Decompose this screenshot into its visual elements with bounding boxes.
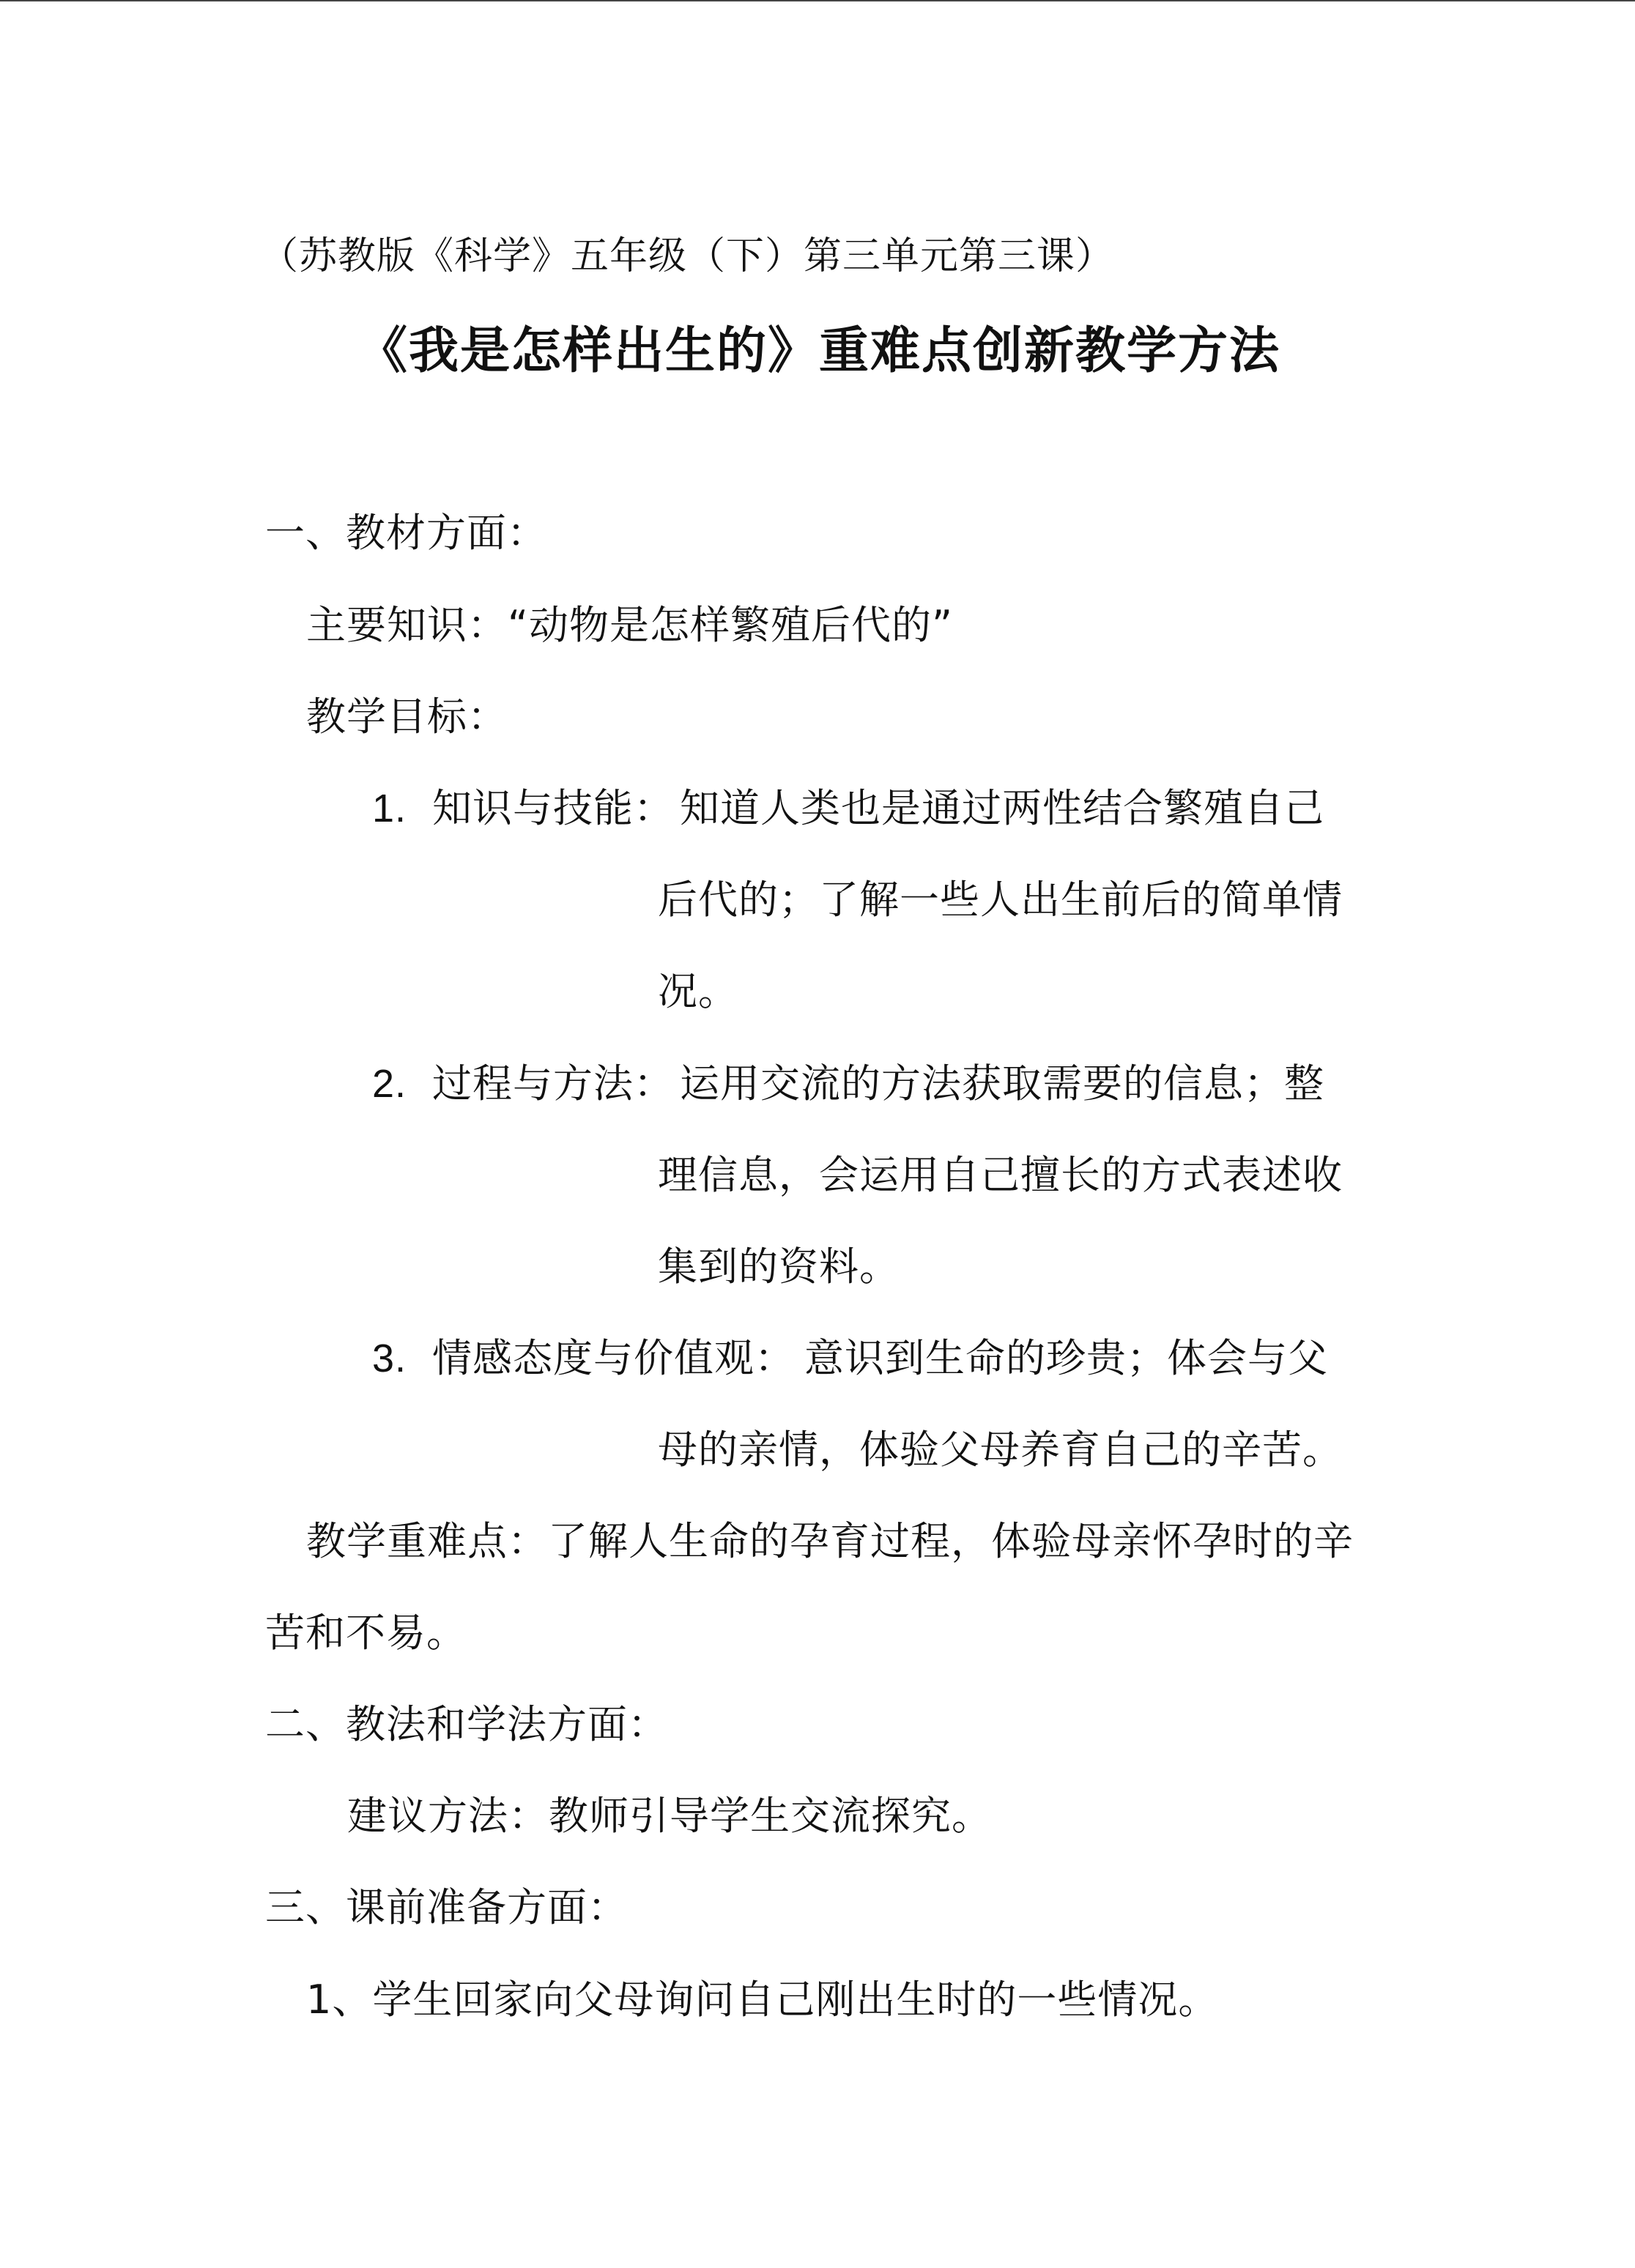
goal-2-line-2: 理信息，会运用自己擅长的方式表述收 [658, 1152, 1343, 1198]
goal-1-line-3: 况。 [658, 968, 738, 1014]
goal-3-line-1: 意识到生命的珍贵；体会与父 [804, 1335, 1328, 1381]
goal-2-line-3: 集到的资料。 [658, 1243, 900, 1290]
section-heading-preparation: 三、课前准备方面： [265, 1884, 628, 1930]
document-title: 《我是怎样出生的》重难点创新教学方法 [357, 322, 1281, 380]
preparation-item-1: 1、学生回家向父母询问自己刚出生时的一些情况。 [306, 1977, 1219, 2023]
key-points-line-1: 教学重难点：了解人生命的孕育过程，体验母亲怀孕时的辛 [306, 1518, 1354, 1564]
goal-1-line-1: 知道人类也是通过两性结合繁殖自己 [680, 785, 1324, 831]
goal-3-line-2: 母的亲情，体验父母养育自己的辛苦。 [658, 1427, 1343, 1473]
section-heading-materials: 一、教材方面： [265, 510, 547, 556]
goal-1-line-2: 后代的；了解一些人出生前后的简单情 [658, 877, 1343, 923]
main-knowledge: 主要知识：“动物是怎样繁殖后代的” [306, 602, 953, 648]
goal-2-label: 过程与方法： [432, 1060, 674, 1107]
goal-1-label: 知识与技能： [432, 785, 674, 831]
goal-3-label: 情感态度与价值观： [432, 1335, 795, 1381]
goal-2-number: 2. [372, 1062, 407, 1106]
goal-2-line-1: 运用交流的方法获取需要的信息；整 [680, 1060, 1324, 1107]
key-points-line-2: 苦和不易。 [265, 1610, 467, 1656]
goal-1-number: 1. [372, 787, 407, 830]
lesson-subtitle: （苏教版《科学》五年级（下）第三单元第三课） [260, 234, 1115, 278]
teaching-goals-label: 教学目标： [306, 694, 508, 740]
top-border-line [0, 0, 1635, 1]
goal-3-number: 3. [372, 1336, 407, 1380]
section-heading-methods: 二、教法和学法方面： [265, 1701, 668, 1747]
suggested-method: 建议方法：教师引导学生交流探究。 [347, 1793, 992, 1839]
